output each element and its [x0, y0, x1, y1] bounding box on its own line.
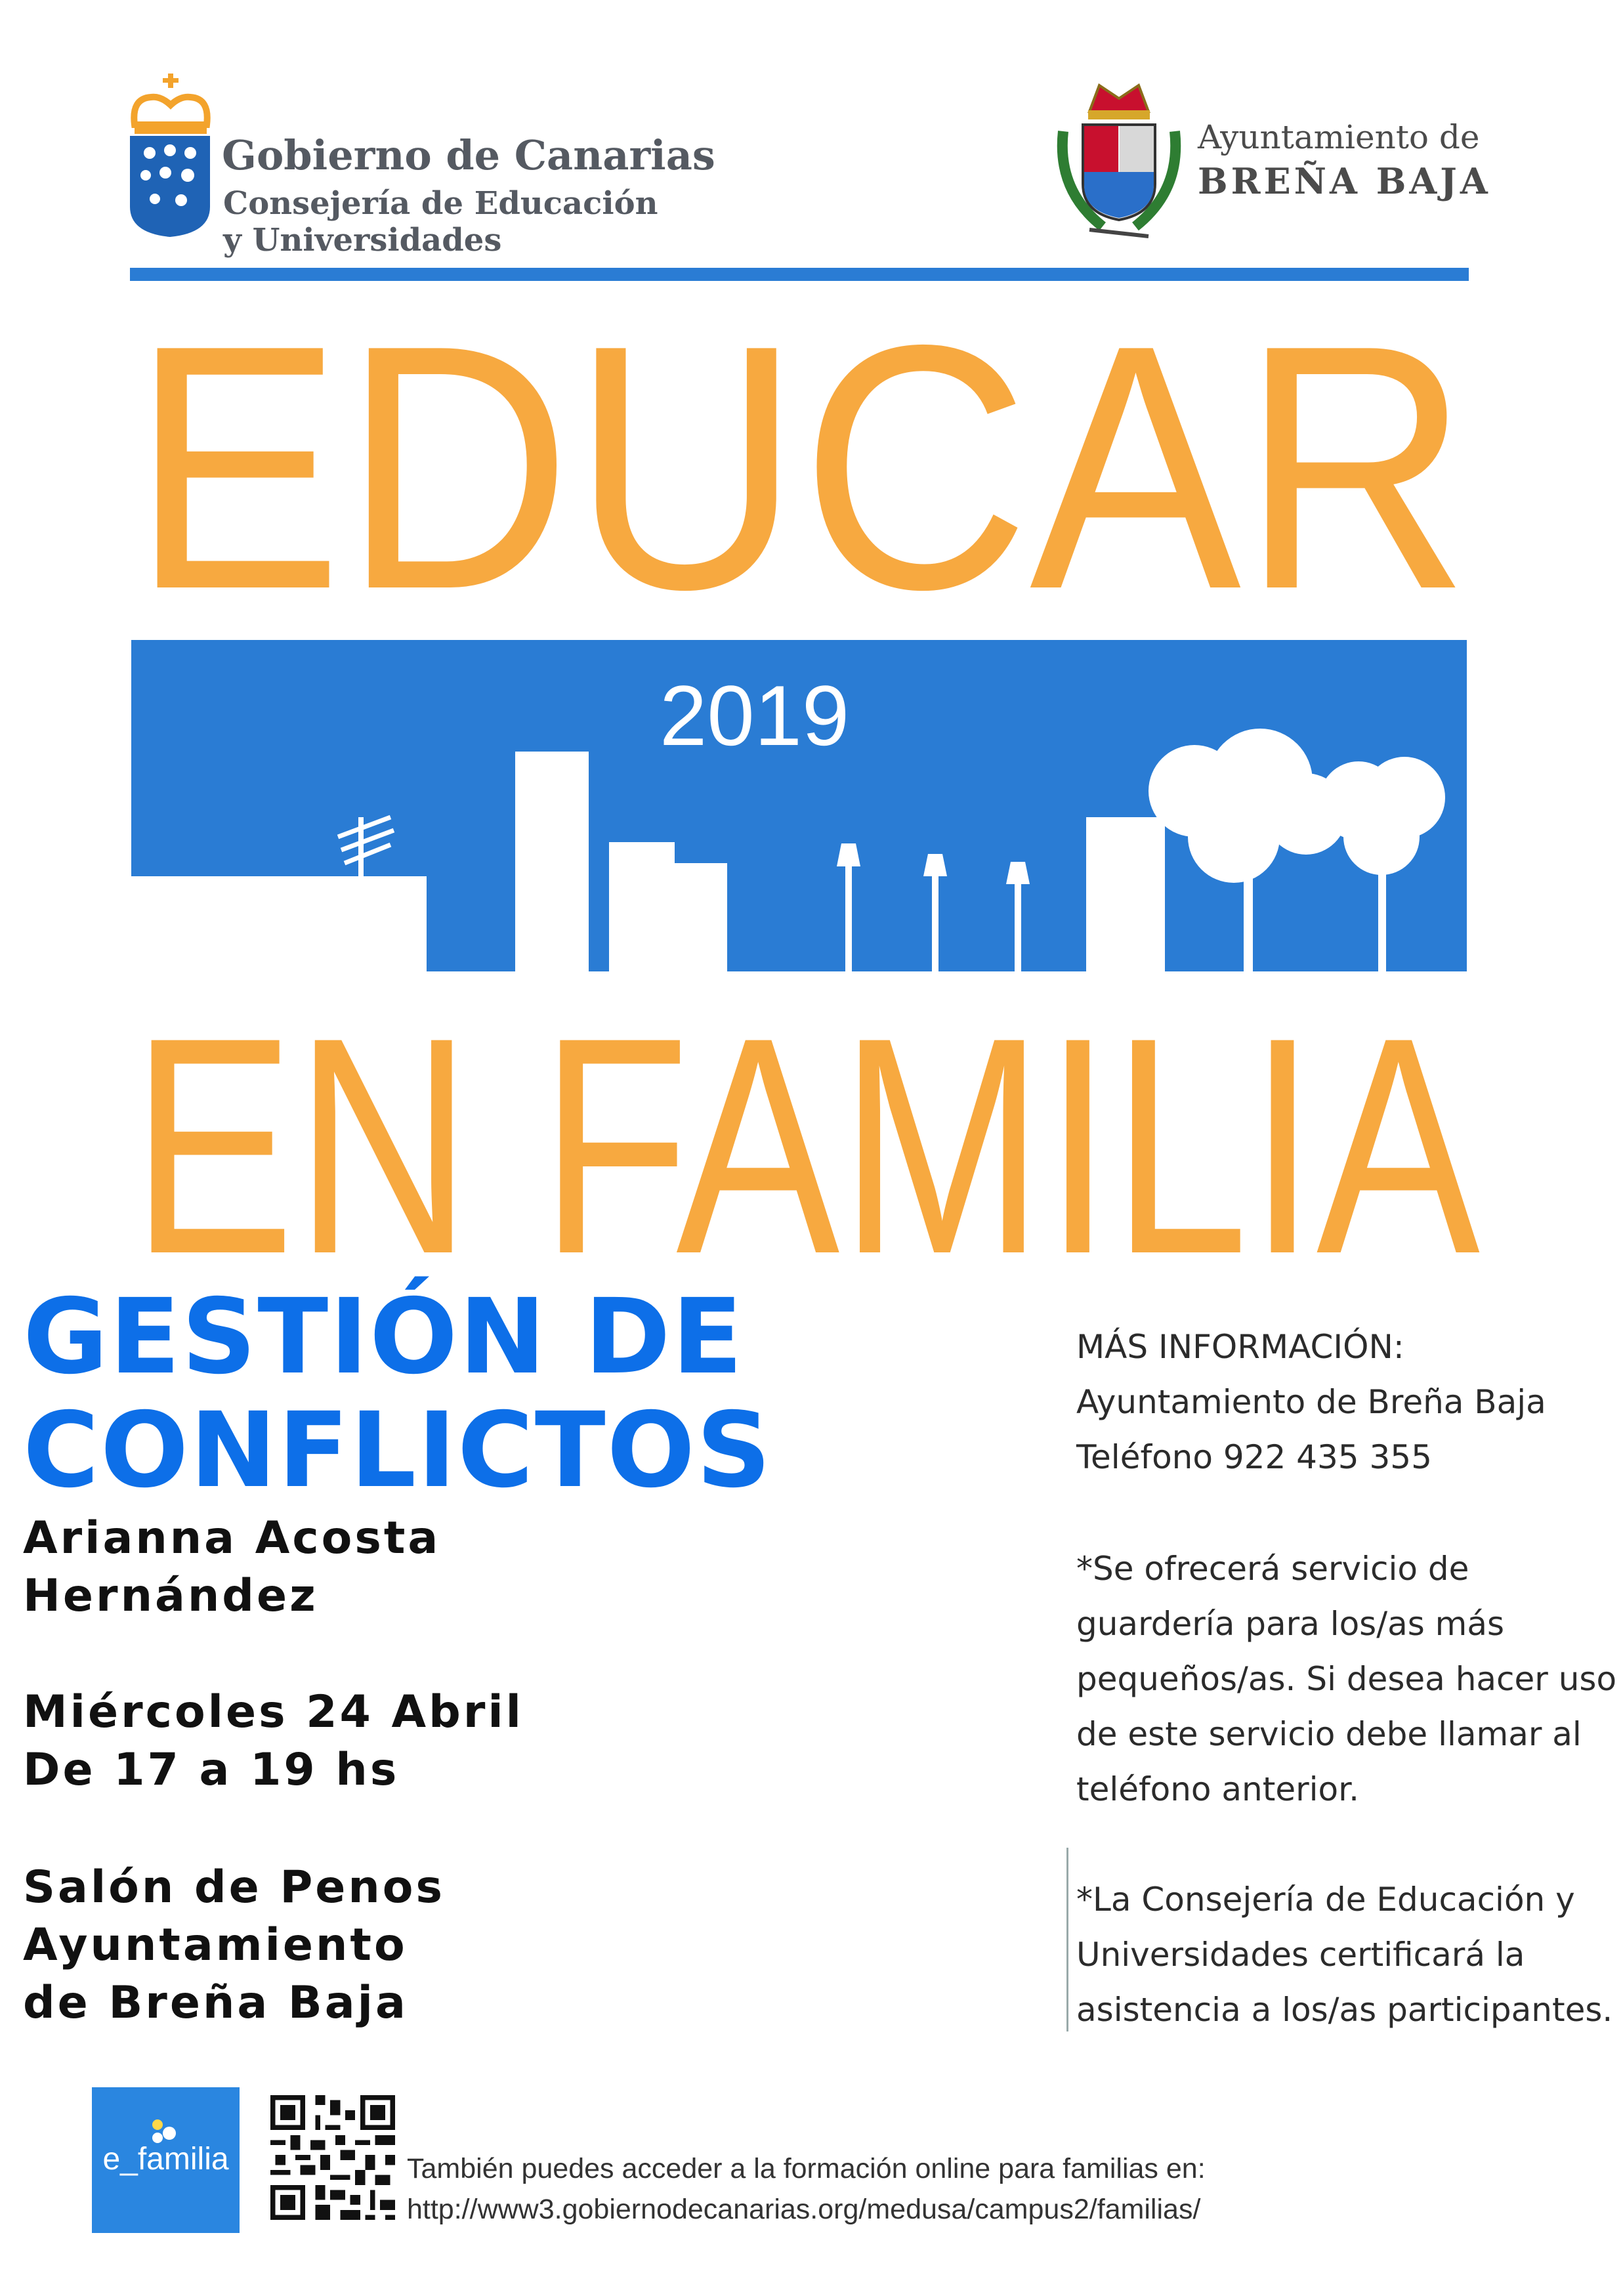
qr-code-icon — [270, 2095, 395, 2220]
speaker-line2: Hernández — [23, 1570, 318, 1622]
info-phone: Teléfono 922 435 355 — [1076, 1438, 1432, 1476]
gobierno-subtitle-line2: y Universidades — [223, 222, 502, 259]
childcare-note-line: de este servicio debe llamar al — [1076, 1715, 1582, 1753]
childcare-note-line: pequeños/as. Si desea hacer uso — [1076, 1660, 1617, 1698]
speaker-line1: Arianna Acosta — [23, 1512, 441, 1564]
svg-text:EDUCAR: EDUCAR — [131, 289, 1470, 604]
online-training-text: También puedes acceder a la formación online para familias en: — [407, 2153, 1206, 2184]
topic-line2: CONFLICTOS — [23, 1390, 772, 1511]
canarias-shield-icon — [129, 135, 211, 238]
info-heading: MÁS INFORMACIÓN: — [1076, 1328, 1404, 1366]
place-line3: de Breña Baja — [23, 1977, 408, 2029]
gobierno-subtitle-line1: Consejería de Educación — [223, 185, 658, 222]
brena-baja-crest-icon — [1050, 72, 1188, 243]
ayuntamiento-name: BREÑA BAJA — [1198, 160, 1491, 202]
city-skyline-banner — [131, 640, 1467, 971]
note-divider — [1066, 1848, 1068, 2031]
poster-title-bottom — [131, 998, 1483, 1260]
online-training-url[interactable]: http://www3.gobiernodecanarias.org/medusa/campus2/familias/ — [407, 2194, 1201, 2225]
crown-icon — [125, 72, 217, 138]
svg-text:EN FAMILIA: EN FAMILIA — [131, 998, 1481, 1260]
info-organization: Ayuntamiento de Breña Baja — [1076, 1383, 1546, 1421]
childcare-note-line: *Se ofrecerá servicio de — [1076, 1550, 1469, 1588]
certificate-note-line: asistencia a los/as participantes. — [1076, 1991, 1613, 2029]
time-line: De 17 a 19 hs — [23, 1744, 400, 1796]
gobierno-title: Gobierno de Canarias — [222, 131, 715, 179]
efamilia-dot-icon — [163, 2127, 176, 2140]
poster-title-top — [131, 289, 1477, 604]
header-divider — [130, 268, 1469, 281]
childcare-note-line: teléfono anterior. — [1076, 1770, 1359, 1808]
ayuntamiento-label: Ayuntamiento de — [1198, 118, 1480, 156]
childcare-note-line: guardería para los/as más — [1076, 1605, 1505, 1643]
certificate-note-line: *La Consejería de Educación y — [1076, 1881, 1575, 1919]
topic-line1: GESTIÓN DE — [23, 1277, 744, 1397]
place-line1: Salón de Penos — [23, 1861, 445, 1913]
place-line2: Ayuntamiento — [23, 1919, 408, 1971]
efamilia-dot-icon — [152, 2119, 163, 2130]
poster-year: 2019 — [660, 668, 850, 763]
certificate-note-line: Universidades certificará la — [1076, 1936, 1525, 1974]
date-line: Miércoles 24 Abril — [23, 1686, 524, 1738]
efamilia-label: e_familia — [102, 2142, 229, 2177]
